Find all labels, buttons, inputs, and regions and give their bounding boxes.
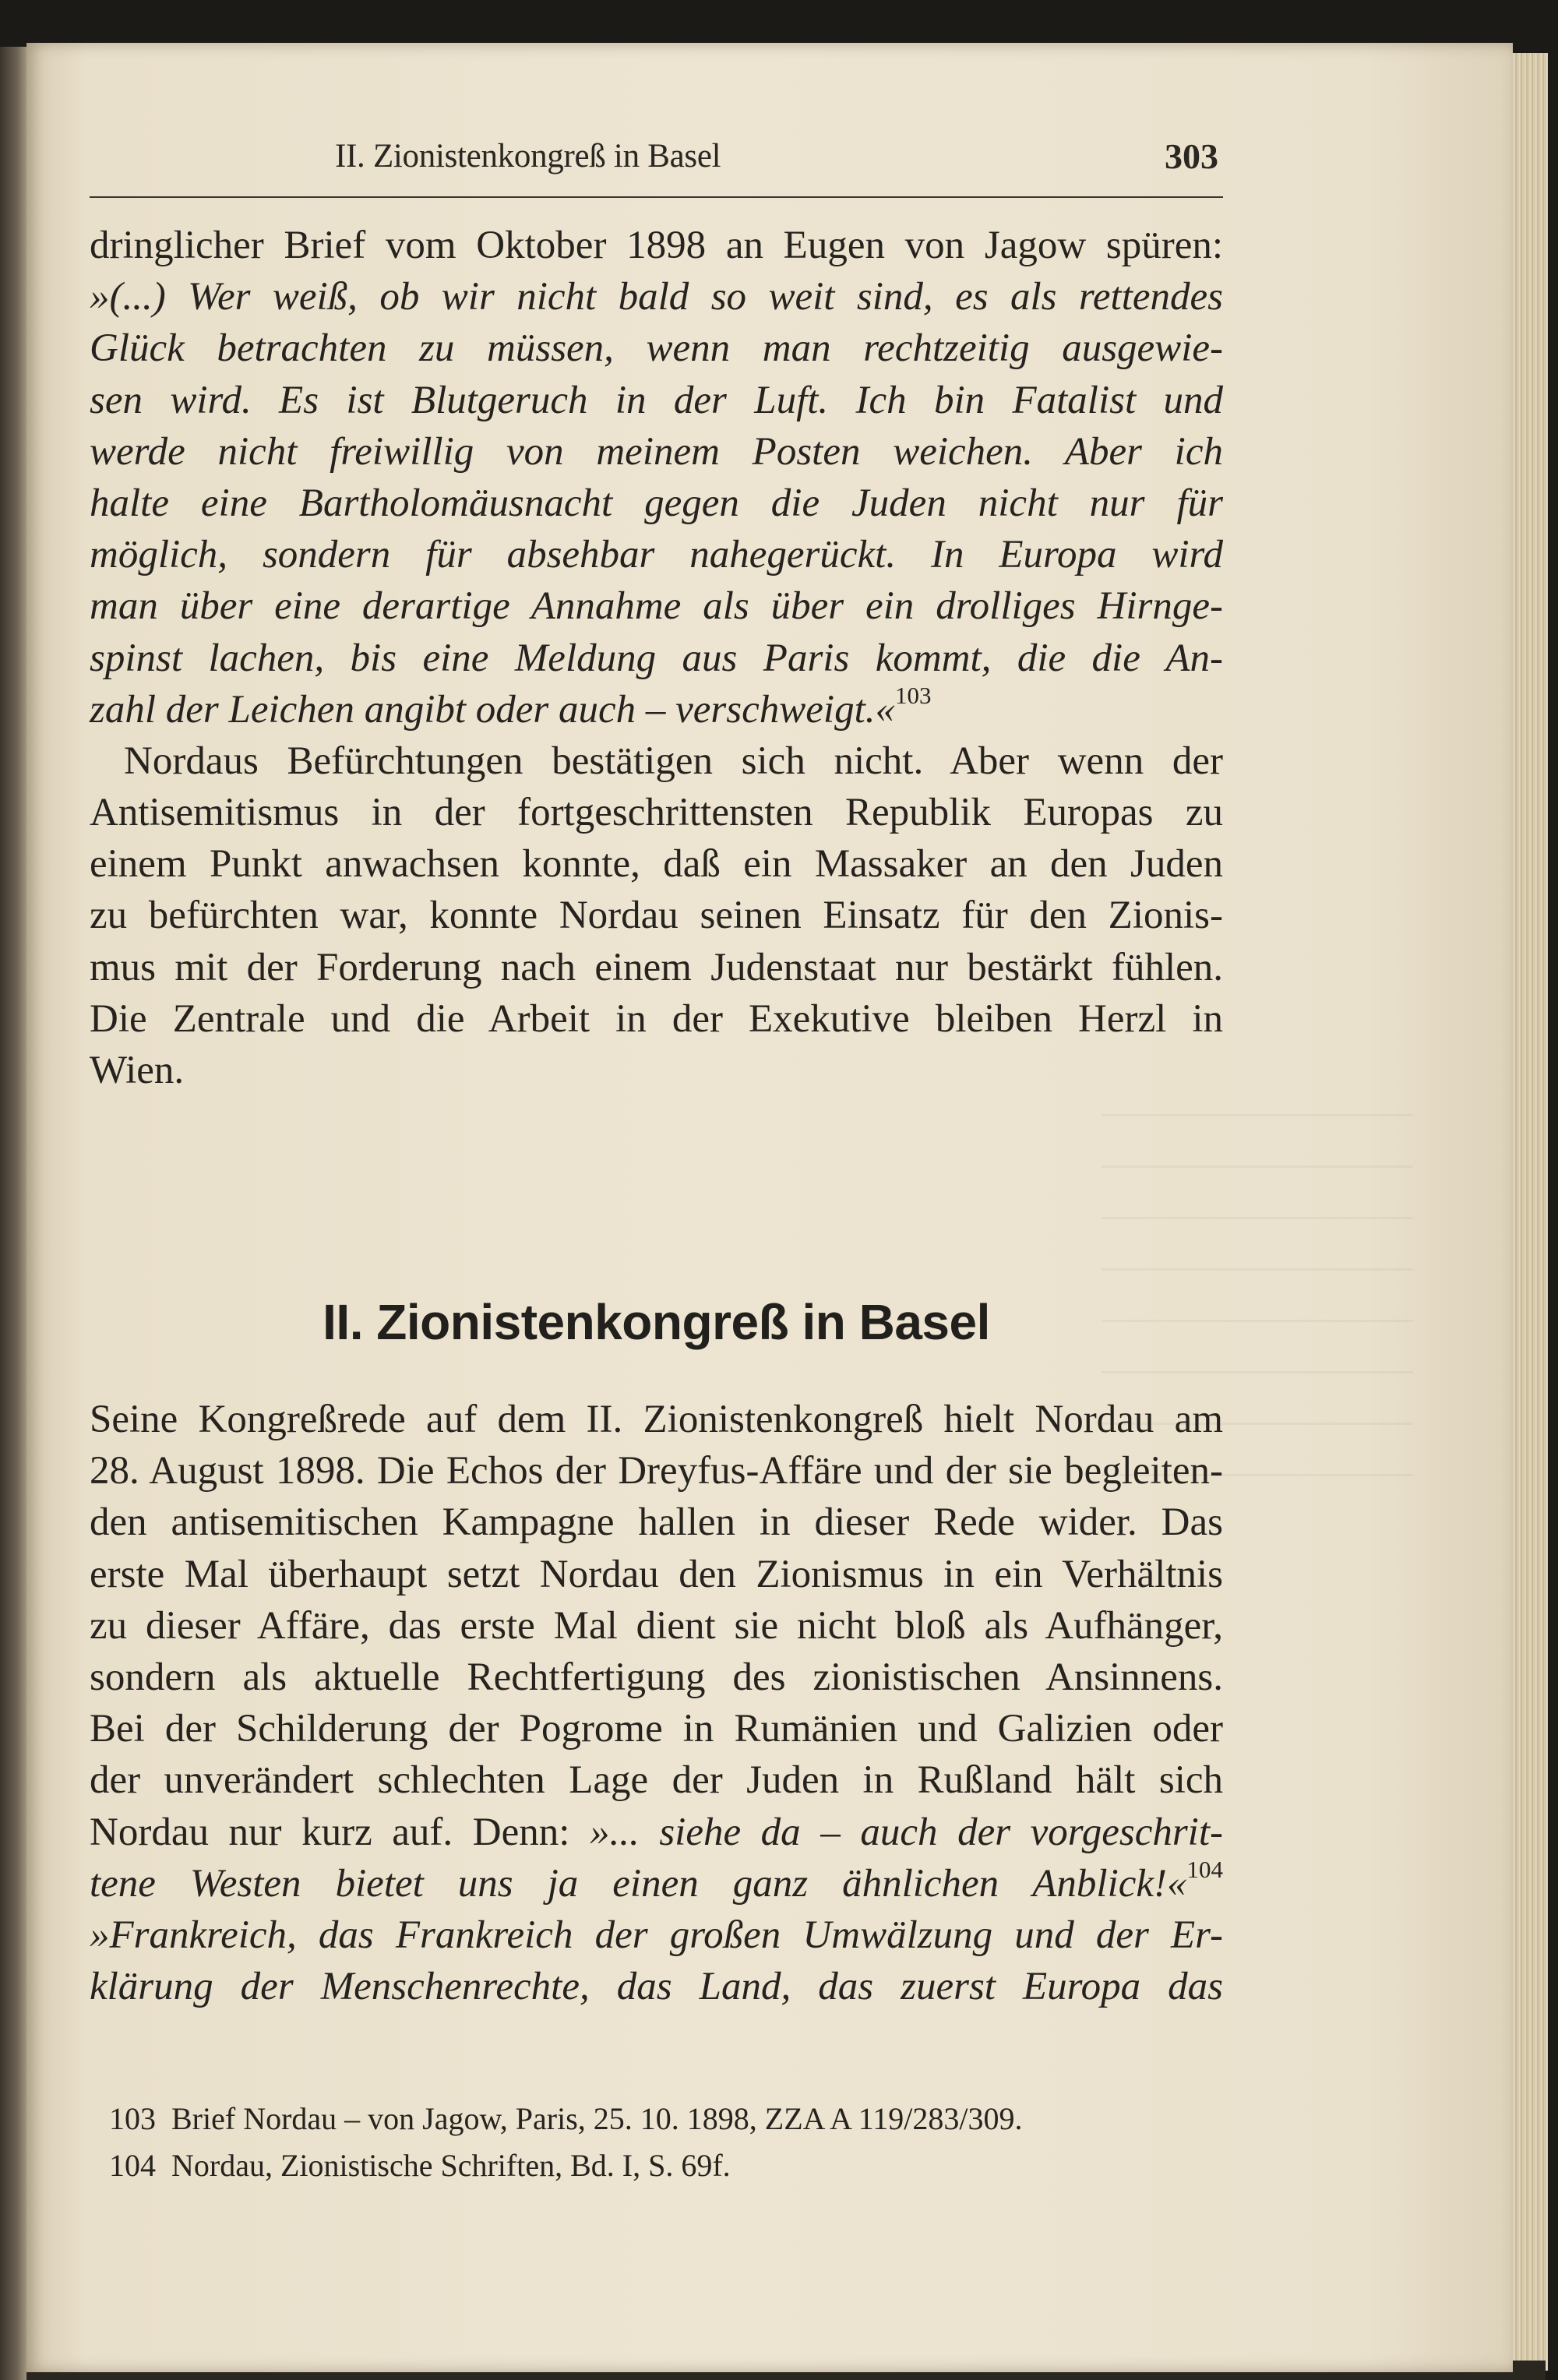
text-line: 28. August 1898. Die Echos der Dreyfus-Affäre und der sie begleiten- — [90, 1449, 1223, 1493]
text-segment: Nordau nur kurz auf. Denn: — [90, 1810, 570, 1854]
text-line: den antisemitischen Kampagne hallen in dieser Rede wider. Das — [90, 1500, 1223, 1545]
quote-line — [90, 1855, 1223, 1909]
footnote-ref-103: 103 — [895, 681, 932, 709]
text-line: Wien. — [90, 1049, 185, 1092]
quote-line: klärung der Menschenrechte, das Land, das zuerst Europa das — [90, 1965, 1223, 2009]
quote-line: »Frankreich, das Frankreich der großen Umwälzung und der Er- — [90, 1913, 1223, 1957]
quote-text: tene Westen bietet uns ja einen ganz ähnlichen Anblick!« — [90, 1861, 1187, 1906]
quote-segment: »... siehe da – auch der vorgeschrit- — [589, 1810, 1224, 1854]
footnote-number: 104 — [109, 2148, 156, 2183]
text-line: Die Zentrale und die Arbeit in der Exekutive bleiben Herzl in — [90, 996, 1223, 1041]
text-line: einem Punkt anwachsen konnte, daß ein Massaker an den Juden — [90, 842, 1223, 887]
quote-line: Glück betrachten zu müssen, wenn man rechtzeitig ausgewie- — [90, 326, 1223, 371]
body-text-block-2 — [90, 1394, 1223, 2012]
quote-line: möglich, sondern für absehbar nahegerückt. In Europa wird — [90, 533, 1223, 577]
footnote-104 — [109, 2142, 1223, 2189]
quote-line: spinst lachen, bis eine Meldung aus Paris kommt, die die An- — [90, 636, 1223, 680]
text-line: sondern als aktuelle Rechtfertigung des zionistischen Ansinnens. — [90, 1655, 1223, 1699]
quote-text: zahl der Leichen angibt oder auch – verschweigt.« — [90, 687, 895, 732]
text-line: Antisemitismus in der fortgeschrittensten Republik Europas zu — [90, 791, 1223, 835]
footnote-ref-104: 104 — [1186, 1855, 1223, 1883]
footnote-number: 103 — [109, 2101, 156, 2136]
text-line: Nordaus Befürchtungen bestätigen sich nicht. Aber wenn der — [124, 739, 1223, 783]
text-line: Seine Kongreßrede auf dem II. Zionistenkongreß hielt Nordau am — [90, 1398, 1223, 1441]
text-line: mus mit der Forderung nach einem Judenstaat nur bestärkt fühlen. — [90, 945, 1223, 989]
quote-line: »(...) Wer weiß, ob wir nicht bald so weit sind, es als rettendes — [90, 275, 1223, 319]
quote-line: man über eine derartige Annahme als über ein drolliges Hirnge- — [90, 584, 1223, 629]
quote-line-last — [90, 681, 1223, 735]
text-line-mixed — [90, 1807, 1223, 1858]
quote-line: sen wird. Es ist Blutgeruch in der Luft. Ich bin Fatalist und — [90, 378, 1223, 422]
body-text-block-1 — [90, 220, 1223, 1096]
footnotes — [109, 2096, 1223, 2189]
text-line: zu befürchten war, konnte Nordau seinen Einsatz für den Zionis- — [90, 894, 1223, 938]
page-header — [90, 134, 1223, 198]
footnote-text: Nordau, Zionistische Schriften, Bd. I, S. 69f. — [171, 2148, 731, 2183]
text-line: der unverändert schlechten Lage der Juden in Rußland hält sich — [90, 1758, 1223, 1803]
quote-line: halte eine Bartholomäusnacht gegen die Juden nicht nur für — [90, 481, 1223, 525]
section-heading: II. Zionistenkongreß in Basel — [323, 1294, 990, 1350]
text-line: Bei der Schilderung der Pogrome in Rumänien und Galizien oder — [90, 1707, 1223, 1751]
quote-line: werde nicht freiwillig von meinem Posten weichen. Aber ich — [90, 429, 1223, 474]
text-line: erste Mal überhaupt setzt Nordau den Zionismus in ein Verhältnis — [90, 1552, 1223, 1596]
text-line: zu dieser Affäre, das erste Mal dient sie nicht bloß als Aufhänger, — [90, 1603, 1223, 1648]
running-head: II. Zionistenkongreß in Basel — [335, 138, 721, 175]
text-line: dringlicher Brief vom Oktober 1898 an Eugen von Jagow spüren: — [90, 224, 1223, 267]
page-number: 303 — [1165, 136, 1218, 176]
footnote-text: Brief Nordau – von Jagow, Paris, 25. 10. 1898, ZZA A 119/283/309. — [171, 2101, 1023, 2136]
footnote-103 — [109, 2096, 1223, 2142]
